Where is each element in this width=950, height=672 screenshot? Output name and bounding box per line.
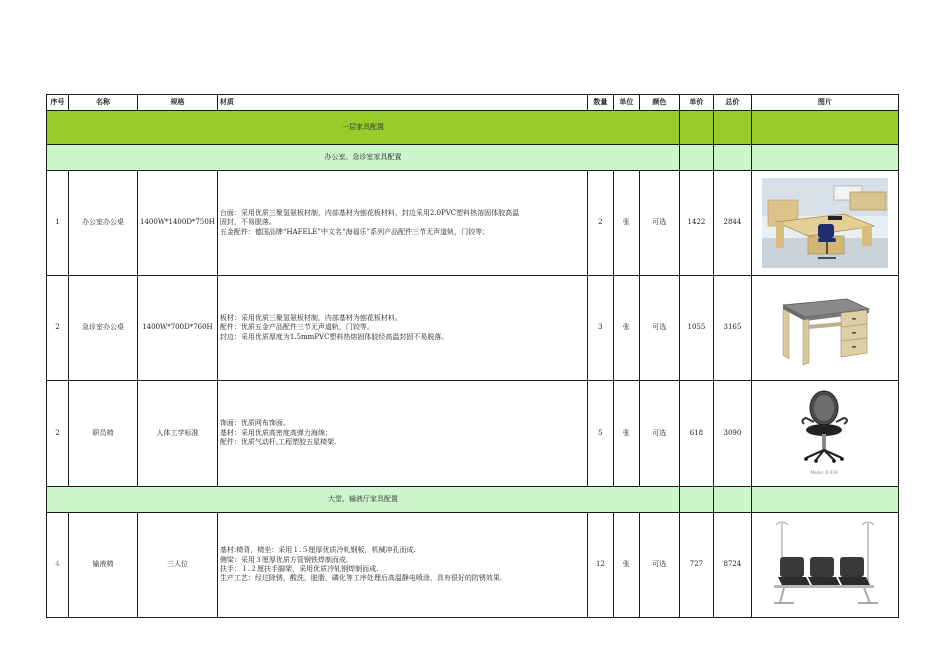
cell-price: 727: [679, 513, 713, 618]
cell-unit: 张: [613, 513, 639, 618]
cell-no: 2: [47, 276, 69, 381]
table-row: [47, 171, 899, 276]
cell-color: 可选: [639, 381, 679, 487]
chair-model-caption: Model: D-039: [810, 469, 838, 475]
header-row: [47, 95, 899, 111]
cell-spec: 1400W*700D*760H: [138, 276, 218, 381]
cell-spec: 人体工学标准: [138, 381, 218, 487]
cell-qty: 12: [587, 513, 613, 618]
cell-spec: 1400W*1400D*750H: [138, 171, 218, 276]
section-title-lobby: 大堂、输液厅家具配置: [47, 487, 680, 513]
cell-name: 输液椅: [69, 513, 138, 618]
floor-title: 一层家具配置: [47, 111, 680, 145]
header-color: 颜色: [639, 95, 679, 111]
cell-color: 可选: [639, 513, 679, 618]
cell-image: [751, 276, 898, 381]
table-row: [47, 276, 899, 381]
section-title-office: 办公室、急诊室家具配置: [47, 145, 680, 171]
cell-no: 4: [47, 513, 69, 618]
cell-image: [751, 381, 898, 487]
cell-qty: 2: [587, 171, 613, 276]
cell-price: 1055: [679, 276, 713, 381]
cell-no: 1: [47, 171, 69, 276]
office-chair-photo: [790, 388, 860, 480]
cell-name: 急诊室办公桌: [69, 276, 138, 381]
cell-unit: 张: [613, 381, 639, 487]
header-qty: 数量: [587, 95, 613, 111]
computer-desk-photo: [775, 289, 875, 367]
header-no: 序号: [47, 95, 69, 111]
cell-total: 3165: [713, 276, 751, 381]
cell-price: 1422: [679, 171, 713, 276]
section-row-lobby: [47, 487, 899, 513]
section-row-office: [47, 145, 899, 171]
cell-color: 可选: [639, 276, 679, 381]
cell-spec: 三人位: [138, 513, 218, 618]
cell-unit: 张: [613, 171, 639, 276]
cell-qty: 5: [587, 381, 613, 487]
header-total: 总价: [713, 95, 751, 111]
infusion-chair-photo: [760, 517, 890, 613]
header-unit: 单位: [613, 95, 639, 111]
header-price: 单价: [679, 95, 713, 111]
cell-no: 2: [47, 381, 69, 487]
cell-material: 基材:椅背，椅坐：采用１.５厘厚优质冷轧钢板，机械冲孔而成. 侧梁：采用３厘厚优质方管钢铁焊制而成. 扶手：１.２厘扶手脚架，采用优质冷轧钢焊制而成. 生产工艺：经过除锈，酸洗，脱脂，磷化等工序处理后高温静电喷涂，具有很好的防锈效果.: [217, 513, 587, 618]
header-name: 名称: [69, 95, 138, 111]
cell-material: 饰面：优质网布饰面。 基材：采用优质高密度高弹力海绵； 配件：优质气动杆,工程塑胶五星椅架.: [217, 381, 587, 487]
cell-unit: 张: [613, 276, 639, 381]
header-spec: 规格: [138, 95, 218, 111]
header-material: 材质: [217, 95, 587, 111]
cell-total: 3090: [713, 381, 751, 487]
table-row: [47, 513, 899, 618]
quotation-table: [46, 94, 899, 618]
cell-color: 可选: [639, 171, 679, 276]
cell-image: [751, 171, 898, 276]
floor-row: [47, 111, 899, 145]
header-image: 图片: [751, 95, 898, 111]
cell-total: 8724: [713, 513, 751, 618]
cell-name: 职员椅: [69, 381, 138, 487]
cell-material: 台面：采用优质三聚氢氨板材制，内部基材为刨花板材料，封边采用2.0PVC塑料热溶固体胶高温 固封，不易脱落。 五金配件：德国品牌“HAFELE”中文名“海福乐”系列产品配件三节无声道轨，门铰等；: [217, 171, 587, 276]
office-desk-photo: [762, 178, 888, 268]
cell-price: 618: [679, 381, 713, 487]
cell-material: 板材：采用优质三聚氢氨板材制，内部基材为刨花板材料。 配件：优质五金产品配件三节无声道轨，门铰等。 封边：采用优质厚度为1.5mmPVC塑料热熔固体胶经高温封固不易脱落。: [217, 276, 587, 381]
cell-image: [751, 513, 898, 618]
cell-total: 2844: [713, 171, 751, 276]
cell-qty: 3: [587, 276, 613, 381]
table-row: [47, 381, 899, 487]
cell-name: 办公室办公桌: [69, 171, 138, 276]
